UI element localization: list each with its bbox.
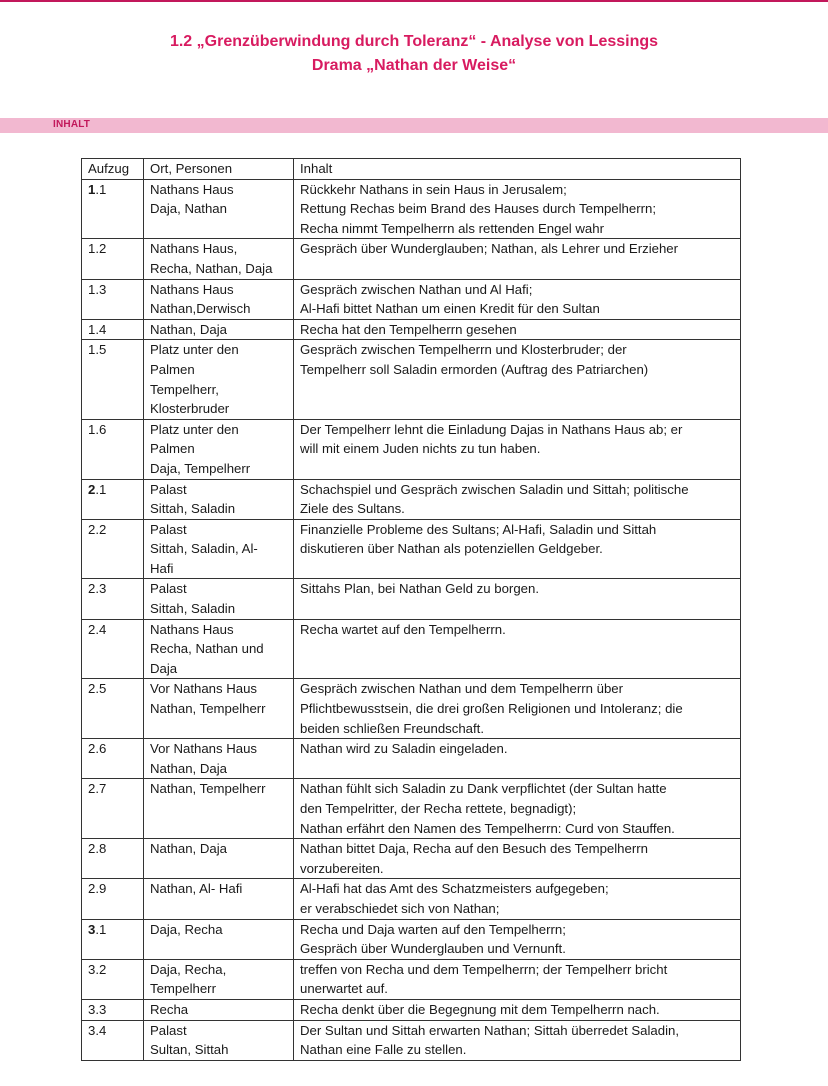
cell-aufzug	[82, 999, 144, 1020]
cell-aufzug	[82, 419, 144, 479]
place-line: Nathan, Tempelherr	[150, 781, 266, 797]
cell-aufzug	[82, 779, 144, 839]
content-line: Gespräch über Wunderglauben und Vernunft.	[300, 941, 566, 957]
cell-aufzug	[82, 839, 144, 879]
content-line: Gespräch zwischen Tempelherrn und Klosterbruder; der	[300, 342, 627, 358]
scene-number: 1.3	[88, 281, 107, 297]
scene-number: 2.4	[88, 621, 107, 637]
content-line: Recha denkt über die Begegnung mit dem Tempelherrn nach.	[300, 1001, 660, 1017]
place-line: Sultan, Sittah	[150, 1042, 229, 1058]
cell-ort-personen	[144, 179, 294, 239]
place-line: Daja	[150, 660, 178, 676]
cell-aufzug	[82, 319, 144, 340]
cell-aufzug	[82, 619, 144, 679]
place-line: Nathan, Daja	[150, 841, 227, 857]
table-row	[82, 959, 741, 999]
act-number: 1	[88, 181, 96, 197]
place-line: Tempelherr,	[150, 381, 219, 397]
cell-ort-personen	[144, 419, 294, 479]
content-line: Nathan eine Falle zu stellen.	[300, 1042, 467, 1058]
cell-ort-personen	[144, 519, 294, 579]
table-row	[82, 839, 741, 879]
cell-ort-personen	[144, 1020, 294, 1060]
place-line: Recha, Nathan, Daja	[150, 260, 273, 276]
cell-inhalt	[294, 1020, 741, 1060]
cell-aufzug	[82, 279, 144, 319]
place-line: Nathans Haus	[150, 181, 234, 197]
page-title-line-2: Drama „Nathan der Weise“	[311, 57, 517, 74]
place-line: Nathan, Al- Hafi	[150, 881, 243, 897]
table-row	[82, 679, 741, 739]
content-line: Gespräch zwischen Nathan und Al Hafi;	[300, 281, 533, 297]
content-line: Schachspiel und Gespräch zwischen Saladin und Sittah; politische	[300, 481, 689, 497]
cell-inhalt	[294, 579, 741, 619]
cell-ort-personen	[144, 959, 294, 999]
table-row	[82, 919, 741, 959]
cell-inhalt	[294, 239, 741, 279]
place-line: Vor Nathans Haus	[150, 681, 258, 697]
place-line: Recha	[150, 1001, 189, 1017]
cell-ort-personen	[144, 479, 294, 519]
place-line: Nathan, Daja	[150, 321, 227, 337]
cell-inhalt	[294, 479, 741, 519]
cell-ort-personen	[144, 839, 294, 879]
table-body	[82, 179, 741, 1060]
cell-inhalt	[294, 879, 741, 919]
table-row	[82, 479, 741, 519]
content-line: Tempelherr soll Saladin ermorden (Auftrag des Patriarchen)	[300, 361, 649, 377]
cell-inhalt	[294, 519, 741, 579]
cell-inhalt	[294, 279, 741, 319]
content-line: Der Sultan und Sittah erwarten Nathan; Sittah überredet Saladin,	[300, 1022, 680, 1038]
table-row	[82, 579, 741, 619]
cell-ort-personen	[144, 279, 294, 319]
cell-aufzug	[82, 479, 144, 519]
cell-ort-personen	[144, 239, 294, 279]
place-line: Vor Nathans Haus	[150, 741, 258, 757]
place-line: Sittah, Saladin	[150, 601, 236, 617]
act-number: 3	[88, 921, 96, 937]
content-line: den Tempelritter, der Recha rettete, begnadigt);	[300, 801, 577, 816]
top-rule	[0, 0, 828, 2]
table-row	[82, 319, 741, 340]
content-line: er verabschiedet sich von Nathan;	[300, 900, 500, 916]
place-line: Sittah, Saladin	[150, 501, 236, 517]
content-line: Der Tempelherr lehnt die Einladung Dajas in Nathans Haus ab; er	[300, 421, 683, 437]
table-row	[82, 340, 741, 419]
content-line: Pflichtbewusstsein, die drei großen Religionen und Intoleranz; die	[300, 701, 683, 717]
content-line: beiden schließen Freundschaft.	[300, 720, 485, 736]
table-header-row	[82, 159, 741, 180]
scene-number: 3.2	[88, 961, 107, 977]
place-line: Klosterbruder	[150, 401, 230, 417]
place-line: Daja, Tempelherr	[150, 460, 251, 476]
header-aufzug: Aufzug	[82, 159, 144, 180]
cell-inhalt	[294, 919, 741, 959]
place-line: Palast	[150, 581, 187, 597]
content-line: Nathan bittet Daja, Recha auf den Besuch des Tempelherrn	[300, 841, 648, 857]
scene-number: 2.6	[88, 741, 107, 757]
place-line: Nathan, Tempelherr	[150, 701, 266, 717]
scene-number: 1.6	[88, 421, 107, 437]
content-line: Nathan fühlt sich Saladin zu Dank verpflichtet (der Sultan hatte	[300, 781, 667, 797]
cell-aufzug	[82, 340, 144, 419]
content-line: diskutieren über Nathan als potenziellen Geldgeber.	[300, 541, 603, 557]
cell-aufzug	[82, 679, 144, 739]
content-line: Rückkehr Nathans in sein Haus in Jerusalem;	[300, 181, 567, 197]
scene-number: 2.9	[88, 881, 107, 897]
cell-inhalt	[294, 679, 741, 739]
place-line: Daja, Nathan	[150, 201, 227, 217]
scene-number: .1	[95, 481, 107, 497]
scene-number: 1.5	[88, 342, 107, 358]
cell-inhalt	[294, 999, 741, 1020]
place-line: Palast	[150, 1022, 187, 1038]
content-line: Gespräch über Wunderglauben; Nathan, als Lehrer und Erzieher	[300, 241, 679, 257]
scene-number: 2.2	[88, 521, 107, 537]
page-title-line-1: 1.2 „Grenzüberwindung durch Toleranz“ - Analyse von Lessings	[169, 33, 659, 50]
content-line: will mit einem Juden nichts zu tun haben.	[300, 441, 541, 457]
cell-inhalt	[294, 839, 741, 879]
content-line: Al-Hafi hat das Amt des Schatzmeisters aufgegeben;	[300, 881, 609, 897]
table-row	[82, 519, 741, 579]
scene-number: 3.3	[88, 1001, 107, 1017]
scene-number: .1	[95, 181, 107, 197]
header-inhalt: Inhalt	[294, 159, 741, 180]
content-line: vorzubereiten.	[300, 860, 384, 876]
cell-inhalt	[294, 779, 741, 839]
place-line: Nathan,Derwisch	[150, 301, 251, 317]
table-row	[82, 779, 741, 839]
place-line: Nathan, Daja	[150, 760, 227, 776]
place-line: Platz unter den	[150, 342, 239, 358]
cell-inhalt	[294, 959, 741, 999]
content-line: treffen von Recha und dem Tempelherrn; der Tempelherr bricht	[300, 961, 668, 977]
cell-inhalt	[294, 340, 741, 419]
scene-number: 2.3	[88, 581, 107, 597]
content-line: Rettung Rechas beim Brand des Hauses durch Tempelherrn;	[300, 201, 657, 217]
table-row	[82, 879, 741, 919]
content-line: Recha wartet auf den Tempelherrn.	[300, 621, 506, 637]
cell-aufzug	[82, 879, 144, 919]
scene-number: 2.7	[88, 781, 107, 797]
scene-number: 2.8	[88, 841, 107, 857]
content-line: Sittahs Plan, bei Nathan Geld zu borgen.	[300, 581, 539, 597]
cell-inhalt	[294, 619, 741, 679]
cell-ort-personen	[144, 319, 294, 340]
cell-ort-personen	[144, 679, 294, 739]
scene-number: 3.4	[88, 1022, 107, 1038]
cell-aufzug	[82, 739, 144, 779]
content-line: Gespräch zwischen Nathan und dem Tempelherrn über	[300, 681, 624, 697]
table-row	[82, 619, 741, 679]
cell-aufzug	[82, 1020, 144, 1060]
place-line: Palast	[150, 521, 187, 537]
content-line: Nathan erfährt den Namen des Tempelherrn: Curd von Stauffen.	[300, 820, 675, 836]
place-line: Daja, Recha,	[150, 961, 227, 977]
cell-inhalt	[294, 419, 741, 479]
cell-aufzug	[82, 579, 144, 619]
cell-ort-personen	[144, 999, 294, 1020]
section-label: INHALT	[53, 119, 91, 130]
table-row	[82, 999, 741, 1020]
cell-ort-personen	[144, 779, 294, 839]
place-line: Palast	[150, 481, 187, 497]
content-table	[81, 158, 741, 1061]
table-row	[82, 739, 741, 779]
cell-inhalt	[294, 739, 741, 779]
scene-number: 1.2	[88, 241, 107, 257]
scene-number: .1	[95, 921, 107, 937]
table-row	[82, 239, 741, 279]
place-line: Recha, Nathan und	[150, 641, 264, 657]
header-ort-personen: Ort, Personen	[144, 159, 294, 180]
content-line: Recha nimmt Tempelherrn als rettenden Engel wahr	[300, 220, 604, 236]
section-band	[0, 118, 828, 133]
cell-inhalt	[294, 319, 741, 340]
place-line: Palmen	[150, 441, 195, 457]
content-line: Recha und Daja warten auf den Tempelherrn;	[300, 921, 566, 937]
cell-inhalt	[294, 179, 741, 239]
table-row	[82, 419, 741, 479]
content-line: Al-Hafi bittet Nathan um einen Kredit für den Sultan	[300, 301, 600, 317]
place-line: Platz unter den	[150, 421, 239, 437]
act-number: 2	[88, 481, 96, 497]
table-row	[82, 1020, 741, 1060]
table-row	[82, 279, 741, 319]
cell-aufzug	[82, 959, 144, 999]
cell-ort-personen	[144, 739, 294, 779]
cell-ort-personen	[144, 579, 294, 619]
cell-ort-personen	[144, 919, 294, 959]
content-line: Nathan wird zu Saladin eingeladen.	[300, 741, 508, 757]
place-line: Nathans Haus,	[150, 241, 238, 257]
cell-aufzug	[82, 239, 144, 279]
content-line: Recha hat den Tempelherrn gesehen	[300, 321, 517, 337]
content-line: Ziele des Sultans.	[300, 501, 405, 517]
scene-number: 1.4	[88, 321, 107, 337]
cell-aufzug	[82, 919, 144, 959]
cell-ort-personen	[144, 879, 294, 919]
cell-aufzug	[82, 519, 144, 579]
page-title	[0, 30, 828, 78]
place-line: Daja, Recha	[150, 921, 223, 937]
place-line: Nathans Haus	[150, 281, 234, 297]
content-line: Finanzielle Probleme des Sultans; Al-Hafi, Saladin und Sittah	[300, 521, 657, 537]
place-line: Hafi	[150, 560, 174, 576]
table-row	[82, 179, 741, 239]
place-line: Nathans Haus	[150, 621, 234, 637]
cell-aufzug	[82, 179, 144, 239]
cell-ort-personen	[144, 619, 294, 679]
scene-number: 2.5	[88, 681, 107, 697]
cell-ort-personen	[144, 340, 294, 419]
place-line: Palmen	[150, 361, 195, 377]
content-line: unerwartet auf.	[300, 981, 388, 997]
place-line: Tempelherr	[150, 981, 216, 997]
place-line: Sittah, Saladin, Al-	[150, 541, 258, 557]
